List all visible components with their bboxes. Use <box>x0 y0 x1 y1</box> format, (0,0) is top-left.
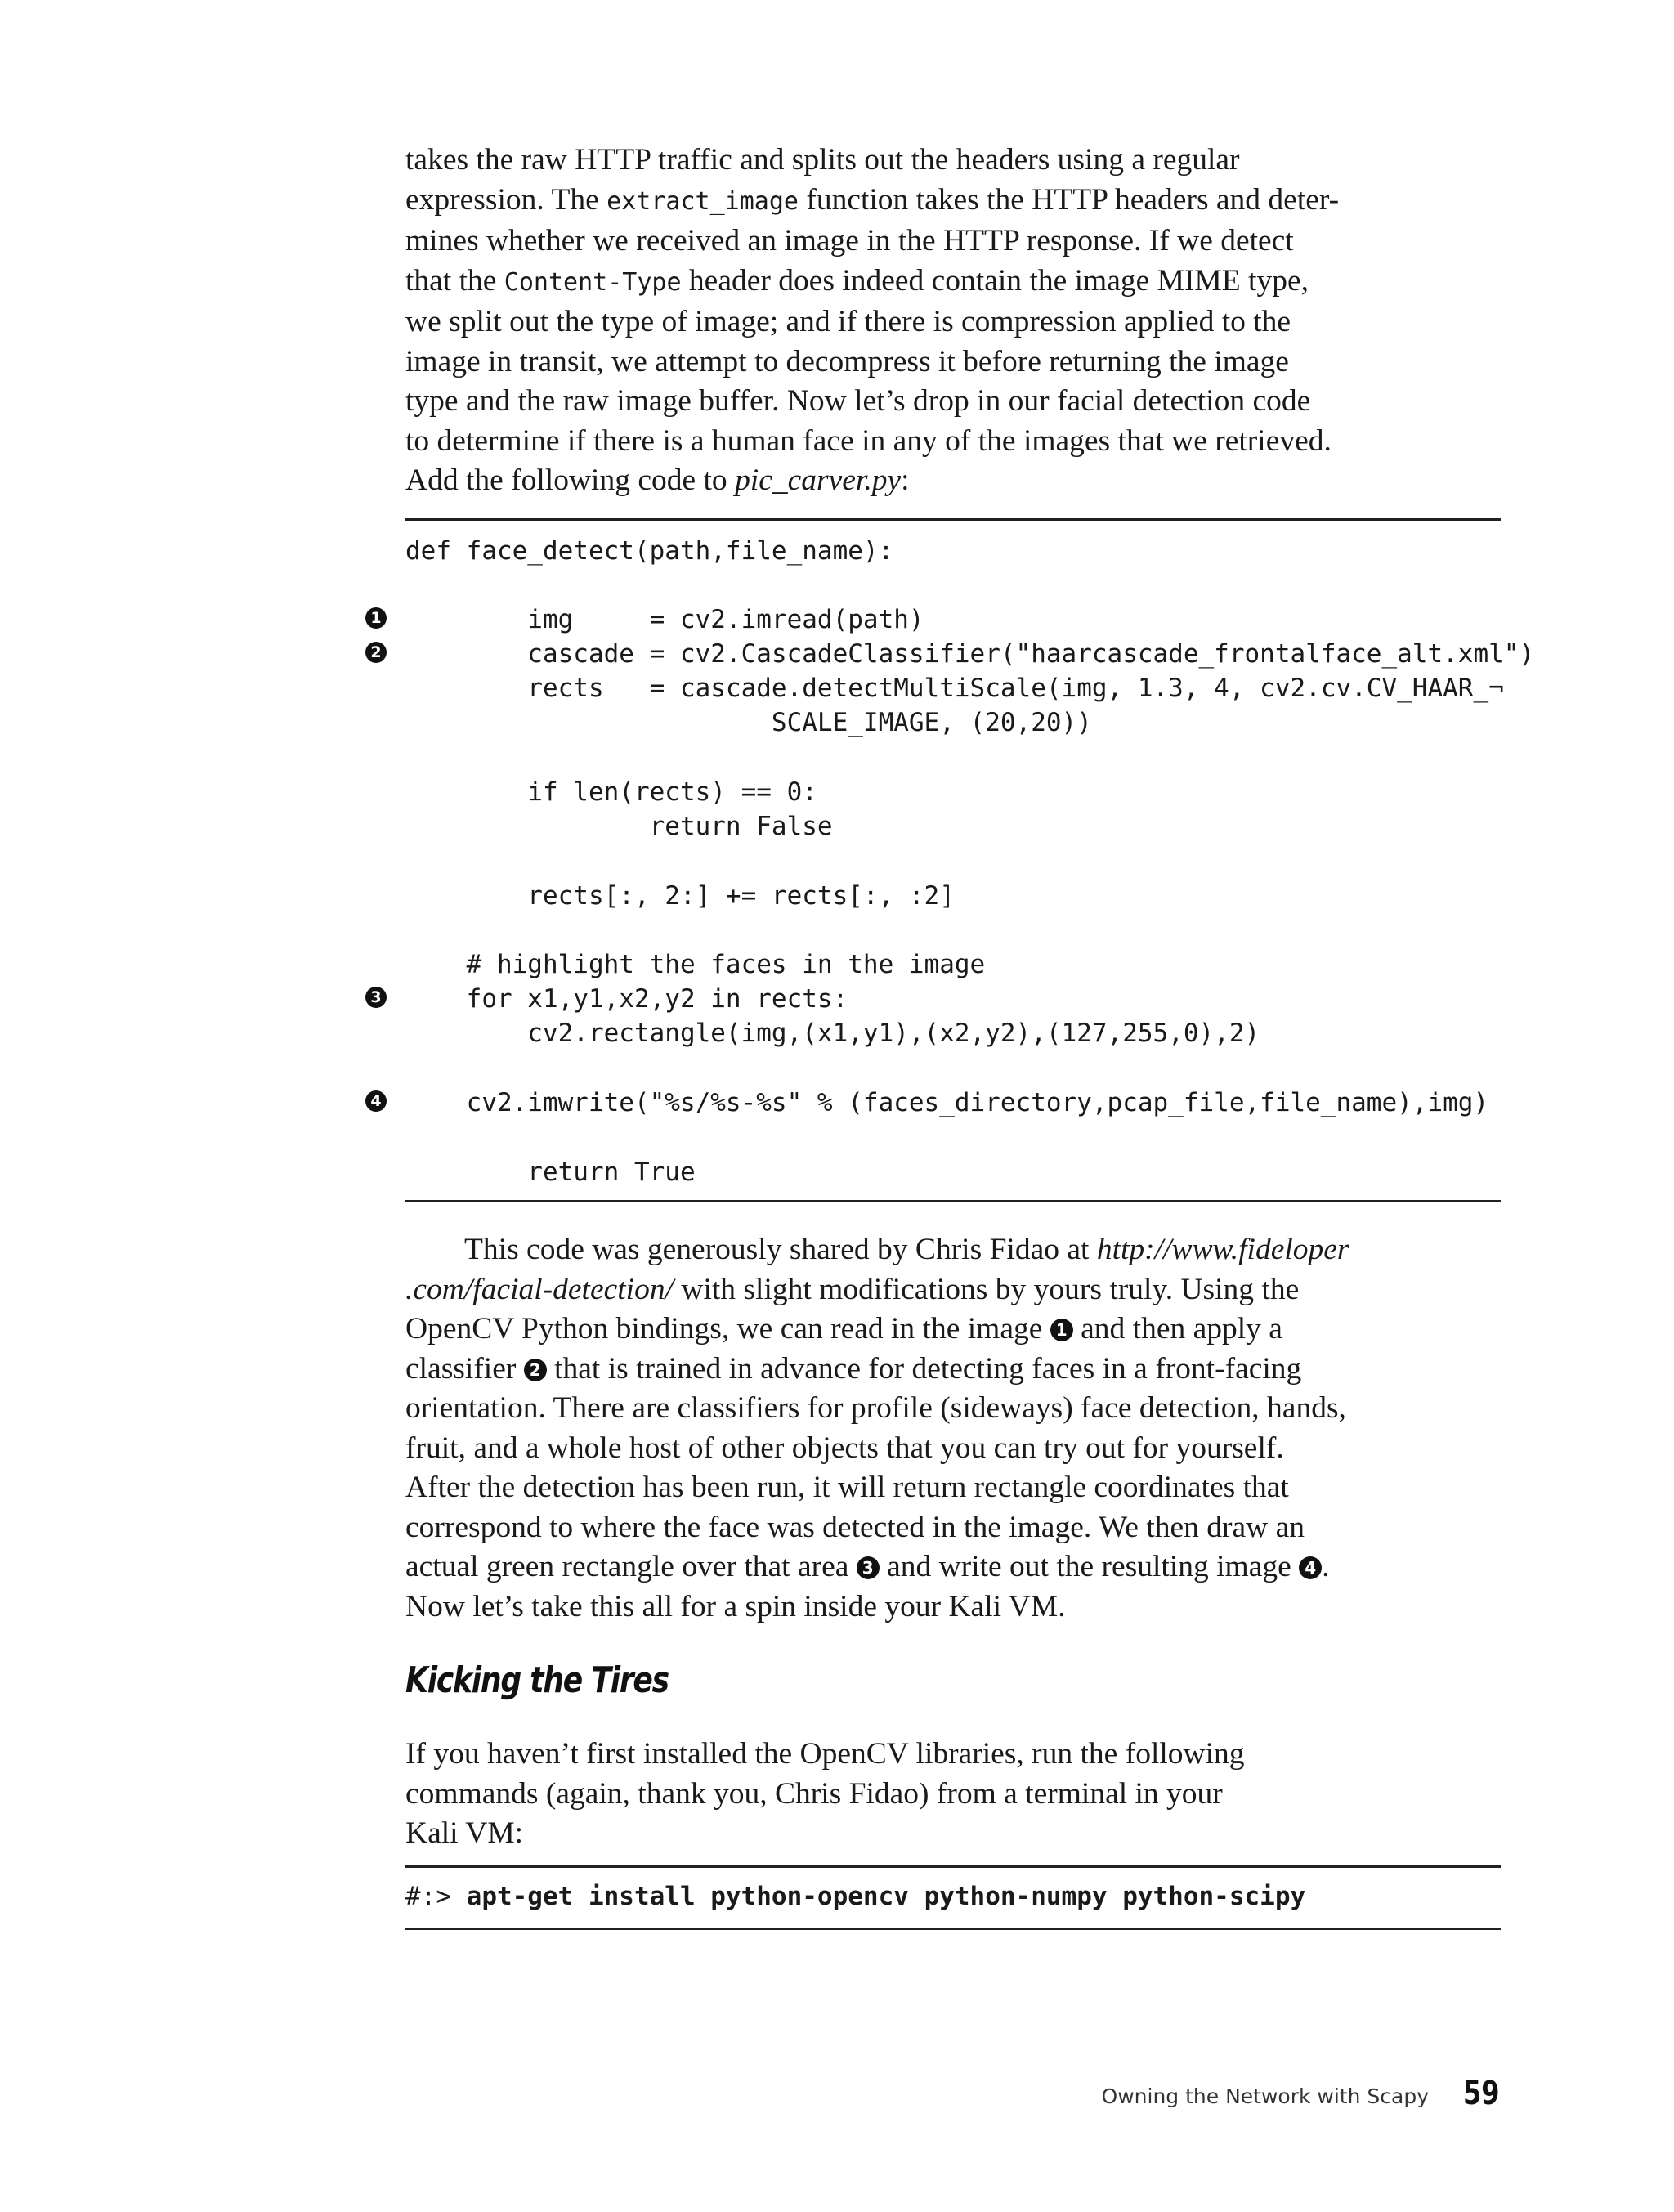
text: that is trained in advance for detecting faces in a front-facing <box>546 1351 1302 1386</box>
callout-marker-1: 1 <box>365 607 387 629</box>
intro-line: Add the following code to pic_carver.py: <box>405 463 910 497</box>
text-line: If you haven’t first installed the OpenCV libraries, run the following <box>405 1737 1245 1771</box>
url-link-cont[interactable]: .com/facial-detection/ <box>405 1272 674 1306</box>
code-line: SCALE_IMAGE, (20,20)) <box>405 708 1092 737</box>
intro-line: image in transit, we attempt to decompress it before returning the image <box>405 344 1289 378</box>
code-line: # highlight the faces in the image <box>405 950 986 979</box>
code-line: cv2.rectangle(img,(x1,y1),(x2,y2),(127,255,0),2) <box>405 1019 1260 1048</box>
install-paragraph <box>405 1735 1501 1854</box>
install-command <box>405 1880 1305 1913</box>
inline-code: Content-Type <box>504 267 682 297</box>
text: with slight modifications by yours truly. Using the <box>674 1272 1300 1306</box>
inline-marker-1: 1 <box>1050 1319 1073 1341</box>
text-line: Now let’s take this all for a spin inside your Kali VM. <box>405 1589 1066 1623</box>
command-bottom-rule <box>405 1928 1501 1930</box>
text: and write out the resulting image <box>879 1550 1300 1583</box>
inline-marker-2: 2 <box>524 1359 547 1381</box>
text-line: fruit, and a whole host of other objects that you can try out for yourself. <box>405 1431 1284 1465</box>
command-text: apt-get install python-opencv python-numpy python-scipy <box>466 1882 1306 1911</box>
intro-line: takes the raw HTTP traffic and splits out the headers using a regular <box>405 143 1240 177</box>
inline-marker-4: 4 <box>1299 1556 1322 1579</box>
explanation-paragraph <box>405 1230 1501 1627</box>
text: This code was generously shared by Chris Fidao at <box>464 1233 1097 1266</box>
code-line: if len(rects) == 0: <box>405 777 817 807</box>
page-number: 59 <box>1463 2075 1500 2112</box>
text: and then apply a <box>1072 1312 1282 1346</box>
text: . <box>1322 1550 1330 1583</box>
code-bottom-rule <box>405 1200 1501 1202</box>
code-line: for x1,y1,x2,y2 in rects: <box>405 984 848 1014</box>
text: OpenCV Python bindings, we can read in the image <box>405 1312 1050 1346</box>
section-heading: Kicking the Tires <box>405 1659 669 1701</box>
callout-marker-3: 3 <box>365 987 387 1008</box>
url-link[interactable]: http://www.fideloper <box>1096 1233 1349 1266</box>
text: actual green rectangle over that area <box>405 1550 857 1583</box>
intro-line: to determine if there is a human face in any of the images that we retrieved. <box>405 423 1332 458</box>
code-line: cv2.imwrite("%s/%s-%s" % (faces_directory,pcap_file,file_name),img) <box>405 1088 1489 1117</box>
text-line: After the detection has been run, it will return rectangle coordinates that <box>405 1471 1289 1504</box>
code-line: cascade = cv2.CascadeClassifier("haarcascade_frontalface_alt.xml") <box>405 639 1535 669</box>
intro-line: that the Content-Type header does indeed contain the image MIME type, <box>405 263 1309 298</box>
intro-paragraph <box>405 141 1501 501</box>
text-line: correspond to where the face was detected in the image. We then draw an <box>405 1510 1305 1544</box>
callout-marker-2: 2 <box>365 642 387 663</box>
code-line: rects = cascade.detectMultiScale(img, 1.3, 4, cv2.cv.CV_HAAR_¬ <box>405 674 1504 703</box>
inline-marker-3: 3 <box>857 1556 880 1579</box>
code-line: return True <box>405 1157 696 1187</box>
text: classifier <box>405 1351 524 1386</box>
code-line: def face_detect(path,file_name): <box>405 536 894 566</box>
text-line: Kali VM: <box>405 1816 524 1850</box>
intro-line: we split out the type of image; and if there is compression applied to the <box>405 305 1291 338</box>
callout-marker-4: 4 <box>365 1090 387 1112</box>
intro-line: expression. The extract_image function takes the HTTP headers and deter- <box>405 182 1340 217</box>
text-line: orientation. There are classifiers for profile (sideways) face detection, hands, <box>405 1391 1346 1425</box>
code-line: rects[:, 2:] += rects[:, :2] <box>405 881 955 911</box>
command-top-rule <box>405 1865 1501 1868</box>
running-footer: Owning the Network with Scapy <box>1101 2084 1429 2108</box>
intro-line: mines whether we received an image in the HTTP response. If we detect <box>405 224 1294 257</box>
code-line: return False <box>405 812 833 841</box>
code-line: img = cv2.imread(path) <box>405 605 924 634</box>
command-prompt: #:> <box>405 1882 467 1911</box>
intro-line: type and the raw image buffer. Now let’s drop in our facial detection code <box>405 384 1311 418</box>
text-line: commands (again, thank you, Chris Fidao) from a terminal in your <box>405 1776 1223 1811</box>
filename: pic_carver.py <box>735 463 902 497</box>
code-top-rule <box>405 518 1501 521</box>
inline-code: extract_image <box>606 186 799 216</box>
